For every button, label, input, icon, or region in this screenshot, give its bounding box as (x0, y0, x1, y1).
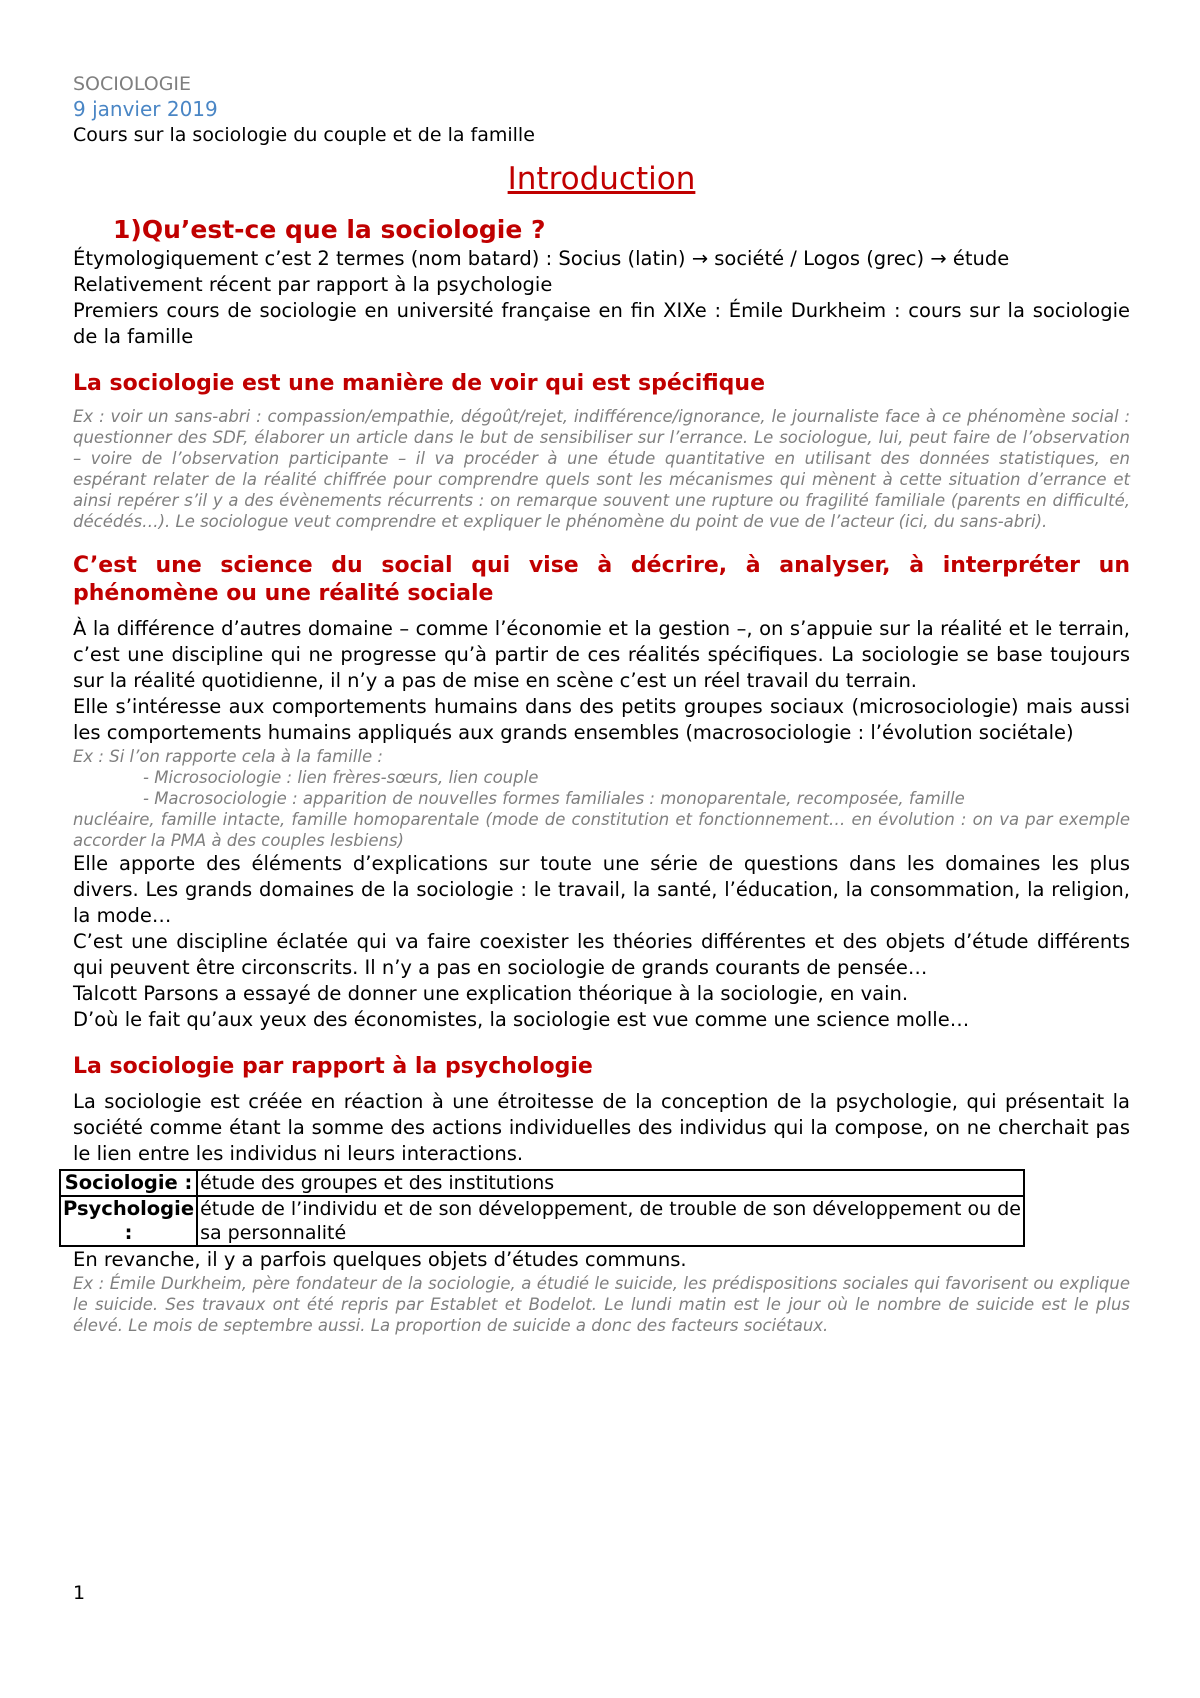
table-label: Sociologie : (60, 1170, 197, 1196)
table-row (60, 1170, 1024, 1196)
example-item-macro-cont: nucléaire, famille intacte, famille homoparentale (mode de constitution et fonctionnement… en évolution : on va par exemple accorder la PMA à des couples lesbiens) (73, 810, 1130, 850)
paragraph: Relativement récent par rapport à la psychologie (73, 273, 553, 296)
table-value: étude de l’individu et de son développement, de trouble de son développement ou de sa personnalité (197, 1196, 1024, 1246)
paragraph: Étymologiquement c’est 2 termes (nom batard) : Socius (latin) → société / Logos (grec) → étude (73, 247, 1010, 270)
example-text: Ex : Émile Durkheim, père fondateur de la sociologie, a étudié le suicide, les prédispositions sociales qui favorisent ou explique le suicide. Ses travaux ont été repris par Establet et Bodelot. Le lundi matin est le jour où le nombre de suicide est le plus élevé. Le mois de septembre aussi. La proportion de suicide a donc des facteurs sociétaux. (73, 1274, 1130, 1335)
example-item-micro: - Microsociologie : lien frères-sœurs, lien couple (143, 768, 539, 787)
paragraph: Premiers cours de sociologie en université française en fin XIXe : Émile Durkheim : cours sur la sociologie de la famille (73, 299, 1130, 348)
paragraph: Elle s’intéresse aux comportements humains dans des petits groupes sociaux (microsociologie) mais aussi les comportements humains appliqués aux grands ensembles (macrosociologie : l’évolution sociétale) (73, 695, 1130, 744)
header-course: Cours sur la sociologie du couple et de la famille (73, 124, 535, 146)
comparison-table (59, 1169, 1025, 1247)
example-intro: Ex : Si l’on rapporte cela à la famille : (73, 747, 383, 766)
document-page (63, 72, 1130, 1336)
paragraph: D’où le fait qu’aux yeux des économistes, la sociologie est vue comme une science molle… (73, 1008, 970, 1031)
paragraph: Elle apporte des éléments d’explications sur toute une série de questions dans les domaines les plus divers. Les grands domaines de la sociologie : le travail, la santé, l’éducation, la consommation, la religion, la mode… (73, 852, 1130, 927)
header-date: 9 janvier 2019 (73, 97, 218, 121)
page-number: 1 (73, 1582, 86, 1604)
paragraph: À la différence d’autres domaine – comme l’économie et la gestion –, on s’appuie sur la réalité et le terrain, c’est une discipline qui ne progresse qu’à partir de ces réalités spécifiques. La sociologie se base toujours sur la réalité quotidienne, il n’y a pas de mise en scène c’est un réel travail du terrain. (73, 617, 1130, 692)
table-value: étude des groupes et des institutions (197, 1170, 1024, 1196)
example-item-macro: - Macrosociologie : apparition de nouvelles formes familiales : monoparentale, recomposée, famille (143, 789, 965, 808)
table-label: Psychologie : (60, 1196, 197, 1246)
section-heading-1: 1)Qu’est-ce que la sociologie ? (113, 215, 546, 244)
paragraph: La sociologie est créée en réaction à une étroitesse de la conception de la psychologie, qui présentait la société comme étant la somme des actions individuelles des individus qui la compose, on ne cherchait pas le lien entre les individus ni leurs interactions. (73, 1090, 1130, 1165)
paragraph: Talcott Parsons a essayé de donner une explication théorique à la sociologie, en vain. (73, 982, 909, 1005)
paragraph: C’est une discipline éclatée qui va faire coexister les théories différentes et des objets d’étude différents qui peuvent être circonscrits. Il n’y a pas en sociologie de grands courants de pensée… (73, 930, 1130, 979)
page-title: Introduction (507, 161, 696, 197)
example-text: Ex : voir un sans-abri : compassion/empathie, dégoût/rejet, indifférence/ignorance, le journaliste face à ce phénomène social : questionner des SDF, élaborer un article dans le but de sensibiliser sur l’errance. Le sociologue, lui, peut faire de l’observation – voire de l’observation participante – il va procéder à une étude quantitative en utilisant des données statistiques, en espérant relater de la réalité chiffrée pour comprendre quels sont les mécanismes qui mènent à cette situation d’errance et ainsi repérer s’il y a des évènements récurrents : on remarque souvent une rupture ou fragilité familiale (parents en difficulté, décédés…). Le sociologue veut comprendre et expliquer le phénomène du point de vue de l’acteur (ici, du sans-abri). (73, 407, 1130, 531)
section-heading-3: C’est une science du social qui vise à décrire, à analyser, à interpréter un phénomène ou une réalité sociale (73, 553, 1130, 606)
section-heading-4: La sociologie par rapport à la psychologie (73, 1054, 593, 1079)
table-row (60, 1196, 1024, 1246)
paragraph: En revanche, il y a parfois quelques objets d’études communs. (73, 1248, 687, 1271)
header-subject: SOCIOLOGIE (73, 73, 192, 95)
section-heading-2: La sociologie est une manière de voir qui est spécifique (73, 371, 765, 396)
